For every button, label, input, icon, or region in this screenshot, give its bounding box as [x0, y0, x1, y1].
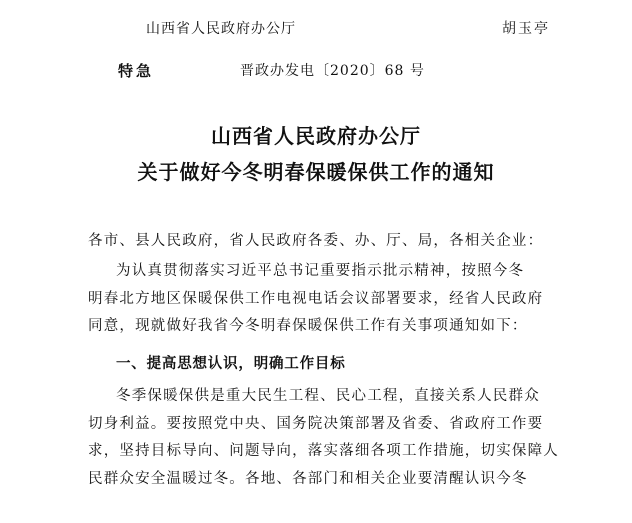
paragraph-line: 为认真贯彻落实习近平总书记重要指示批示精神，按照今冬: [116, 263, 525, 279]
paragraph-line: 民群众安全温暖过冬。各地、各部门和相关企业要清醒认识今冬: [88, 470, 528, 487]
salutation: 各市、县人民政府，省人民政府各委、办、厅、局，各相关企业：: [88, 233, 544, 249]
document-title-line-1: 山西省人民政府办公厅: [211, 124, 421, 148]
section-heading: 一、提高思想认识，明确工作目标: [116, 356, 346, 372]
document-number: 晋政办发电〔2020〕68 号: [240, 63, 425, 79]
paragraph-line: 切身利益。要按照党中央、国务院决策部署及省委、省政府工作要: [88, 415, 544, 432]
paragraph-line: 明春北方地区保暖保供工作电视电话会议部署要求，经省人民政府: [88, 290, 544, 307]
section-paragraph: [88, 383, 558, 493]
document-title-line-2: 关于做好今冬明春保暖保供工作的通知: [137, 160, 495, 184]
paragraph-line: 冬季保暖保供是重大民生工程、民心工程，直接关系人民群众: [116, 388, 540, 404]
intro-paragraph: [88, 258, 558, 341]
issuing-office: 山西省人民政府办公厅: [146, 21, 296, 37]
paragraph-line: 同意，现就做好我省今冬明春保暖保供工作有关事项通知如下：: [88, 318, 528, 334]
signer-name: 胡玉亭: [502, 21, 550, 37]
paragraph-line: 求，坚持目标导向、问题导向，落实落细各项工作措施，切实保障人: [88, 443, 559, 459]
urgency-label: 特急: [118, 62, 155, 80]
